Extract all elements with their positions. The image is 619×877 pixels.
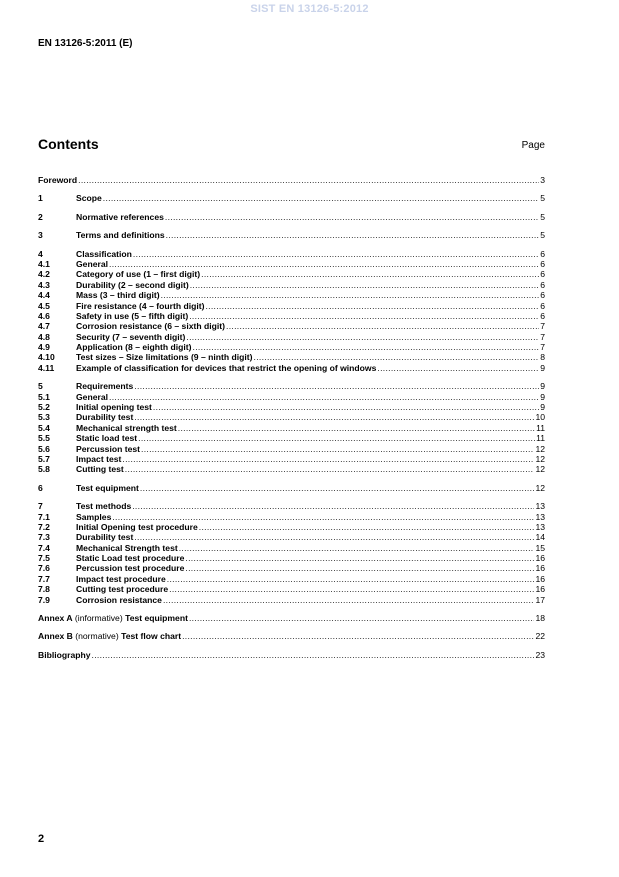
dot-leader (153, 402, 539, 412)
page-column-header: Page (521, 140, 545, 151)
dot-leader (134, 381, 539, 391)
dot-leader (122, 454, 534, 464)
toc-entry-number: 7.1 (38, 511, 50, 522)
toc-entry-page: 9 (540, 391, 545, 402)
toc-entry-title-text: Annex B (38, 631, 73, 642)
toc-entry-title-text: Mechanical Strength test (76, 542, 178, 553)
toc-entry-page: 6 (540, 300, 545, 311)
toc-entry[interactable] (38, 650, 545, 660)
toc-annex-type: (informative) (72, 613, 126, 624)
toc-group (38, 230, 545, 240)
toc-entry[interactable] (38, 613, 545, 623)
toc-entry-title-text: Mass (3 – third digit) (76, 290, 160, 301)
toc-entry-title (76, 543, 178, 553)
toc-entry-page: 9 (540, 402, 545, 413)
dot-leader (377, 363, 539, 373)
toc-entry-title-text: Test sizes – Size limitations (9 – ninth digit) (76, 352, 253, 363)
toc-entry-title-text: Requirements (76, 381, 134, 392)
toc-entry-title (76, 501, 131, 511)
toc-entry-number: 5.6 (38, 443, 50, 454)
toc-entry-title (76, 249, 132, 259)
toc-entry-title (76, 522, 198, 532)
toc-entry[interactable] (38, 332, 545, 342)
toc-entry-title-text: Durability (2 – second digit) (76, 279, 189, 290)
dot-leader (254, 352, 540, 362)
toc-entry-title (76, 259, 108, 269)
toc-entry-title (38, 631, 181, 641)
dot-leader (169, 584, 534, 594)
toc-entry-title-text: Initial opening test (76, 402, 152, 413)
toc-entry-title (76, 454, 121, 464)
toc-annex-type: (normative) (72, 631, 122, 642)
toc-entry-number: 4.8 (38, 331, 50, 342)
toc-entry-title-text: Initial Opening test procedure (76, 521, 198, 532)
toc-entry-page: 10 (535, 412, 545, 423)
toc-entry-number: 7.7 (38, 573, 50, 584)
dot-leader (205, 301, 539, 311)
toc-entry-page: 16 (535, 553, 545, 564)
toc-entry[interactable] (38, 392, 545, 402)
toc-entry-page: 7 (540, 331, 545, 342)
dot-leader (133, 249, 539, 259)
toc-entry-title-text: Application (8 – eighth digit) (76, 342, 192, 353)
toc-entry-number: 4.9 (38, 342, 50, 353)
toc-entry-number: 3 (38, 230, 43, 241)
dot-leader (178, 423, 535, 433)
toc-entry-title-text: General (76, 391, 109, 402)
toc-entry-title (76, 332, 185, 342)
toc-entry[interactable] (38, 543, 545, 553)
toc-entry[interactable] (38, 175, 545, 185)
toc-entry-number: 4.6 (38, 310, 50, 321)
dot-leader (166, 230, 540, 240)
toc-entry-title-text: Terms and definitions (76, 230, 165, 241)
toc-entry[interactable] (38, 564, 545, 574)
toc-entry-page: 8 (540, 352, 545, 363)
toc-entry-number: 4.2 (38, 269, 50, 280)
toc-entry-page: 15 (535, 542, 545, 553)
toc-entry-title (76, 230, 165, 240)
dot-leader (182, 631, 534, 641)
toc-entry-page: 11 (536, 422, 545, 433)
toc-entry-number: 5.7 (38, 453, 50, 464)
toc-entry-number: 7.9 (38, 594, 50, 605)
toc-group (38, 631, 545, 641)
toc-entry-page: 13 (535, 511, 545, 522)
toc-group (38, 193, 545, 203)
dot-leader (190, 280, 540, 290)
toc-entry-number: 4.1 (38, 258, 50, 269)
dot-leader (226, 321, 539, 331)
toc-entry[interactable] (38, 595, 545, 605)
toc-entry-title-text: Static load test (76, 433, 138, 444)
dot-leader (189, 613, 534, 623)
toc-entry[interactable] (38, 483, 545, 493)
toc-entry-number: 4.3 (38, 279, 50, 290)
toc-entry[interactable] (38, 280, 545, 290)
toc-entry-title-text: General (76, 258, 109, 269)
toc-entry-title-text: Annex A (38, 613, 73, 624)
toc-entry[interactable] (38, 342, 545, 352)
toc-entry[interactable] (38, 363, 545, 373)
toc-group (38, 613, 545, 623)
toc-entry[interactable] (38, 290, 545, 300)
toc-entry[interactable] (38, 212, 545, 222)
toc-entry-title-text: Bibliography (38, 649, 91, 660)
toc-entry[interactable] (38, 464, 545, 474)
dot-leader (141, 444, 534, 454)
toc-entry-page: 16 (535, 573, 545, 584)
toc-entry-page: 16 (535, 563, 545, 574)
toc-entry-title (76, 321, 225, 331)
dot-leader (179, 543, 535, 553)
toc-entry-title (76, 584, 168, 594)
toc-entry-page: 14 (535, 532, 545, 543)
toc-entry-number: 4.11 (38, 362, 55, 373)
toc-entry-page: 12 (535, 482, 545, 493)
toc-entry-title (76, 563, 184, 573)
toc-entry-number: 4.10 (38, 352, 55, 363)
document-id: EN 13126-5:2011 (E) (38, 38, 133, 49)
toc-entry[interactable] (38, 193, 545, 203)
toc-entry-number: 7.6 (38, 563, 50, 574)
toc-entry-title (76, 311, 188, 321)
toc-entry-page: 5 (540, 230, 545, 241)
toc-entry-page: 6 (540, 310, 545, 321)
toc-entry-title (76, 553, 184, 563)
toc-entry[interactable] (38, 553, 545, 563)
toc-entry[interactable] (38, 230, 545, 240)
dot-leader (199, 522, 535, 532)
toc-entry-page: 6 (540, 258, 545, 269)
toc-group (38, 175, 545, 185)
toc-entry[interactable] (38, 412, 545, 422)
toc-entry-number: 4.4 (38, 290, 50, 301)
toc-entry-page: 3 (540, 174, 545, 185)
toc-entry-number: 5.4 (38, 422, 50, 433)
watermark: SIST EN 13126-5:2012 (250, 3, 369, 15)
toc-entry-number: 4.5 (38, 300, 50, 311)
toc-entry-title (76, 402, 152, 412)
toc-entry-title-text: Impact test (76, 453, 122, 464)
toc-entry-title (76, 444, 140, 454)
toc-group (38, 501, 545, 605)
dot-leader (163, 595, 534, 605)
toc-entry-title (76, 483, 139, 493)
toc-entry[interactable] (38, 269, 545, 279)
toc-entry-title-text: Normative references (76, 211, 164, 222)
toc-entry-number: 2 (38, 211, 43, 222)
toc-entry[interactable] (38, 249, 545, 259)
toc-entry-title (76, 433, 137, 443)
toc-entry-page: 23 (535, 649, 545, 660)
toc-entry-number: 5 (38, 381, 43, 392)
toc-entry-title-text: Static Load test procedure (76, 553, 185, 564)
toc-entry-page: 6 (540, 248, 545, 259)
toc-entry-title-text: Fire resistance (4 – fourth digit) (76, 300, 205, 311)
toc-entry-page: 12 (535, 453, 545, 464)
toc-entry-title (38, 650, 91, 660)
toc-entry-page: 13 (535, 501, 545, 512)
toc-entry-title-text: Foreword (38, 174, 78, 185)
toc-entry-number: 7.3 (38, 532, 50, 543)
toc-entry[interactable] (38, 321, 545, 331)
toc-entry-number: 5.8 (38, 464, 50, 475)
toc-entry-title-text: Samples (76, 511, 112, 522)
toc-entry-number: 7.5 (38, 553, 50, 564)
toc-entry-number: 6 (38, 482, 43, 493)
toc-entry-page: 7 (540, 321, 545, 332)
dot-leader (112, 512, 534, 522)
toc-entry-number: 4.7 (38, 321, 50, 332)
toc-entry-title-text: Scope (76, 193, 102, 204)
toc-entry-number: 7.8 (38, 584, 50, 595)
toc-entry-title-text: Durability test (76, 412, 134, 423)
toc-entry-title-text: Percussion test (76, 443, 140, 454)
toc-group (38, 483, 545, 493)
toc-entry[interactable] (38, 522, 545, 532)
toc-group (38, 249, 545, 374)
toc-entry-page: 6 (540, 290, 545, 301)
contents-title: Contents (38, 136, 99, 152)
toc-entry[interactable] (38, 433, 545, 443)
toc-entry-title (76, 512, 111, 522)
toc-group (38, 381, 545, 475)
toc-entry-title (76, 464, 124, 474)
toc-entry-page: 7 (540, 342, 545, 353)
toc-entry-title-text: Cutting test procedure (76, 584, 169, 595)
toc-entry[interactable] (38, 501, 545, 511)
toc-entry-page: 6 (540, 279, 545, 290)
dot-leader (189, 311, 539, 321)
dot-leader (92, 650, 535, 660)
toc-entry[interactable] (38, 454, 545, 464)
toc-group (38, 650, 545, 660)
dot-leader (103, 193, 539, 203)
dot-leader (134, 532, 534, 542)
toc-entry-title-text: Category of use (1 – first digit) (76, 269, 201, 280)
toc-entry-title (76, 193, 102, 203)
toc-entry-title-text: Corrosion resistance (76, 594, 162, 605)
toc-entry[interactable] (38, 352, 545, 362)
toc-entry[interactable] (38, 574, 545, 584)
toc-entry-title-text: Test equipment (76, 482, 139, 493)
dot-leader (109, 259, 539, 269)
toc-group (38, 212, 545, 222)
toc-entry[interactable] (38, 512, 545, 522)
toc-entry-title (76, 595, 162, 605)
toc-entry-page: 12 (535, 443, 545, 454)
dot-leader (78, 175, 539, 185)
toc-entry[interactable] (38, 381, 545, 391)
toc-entry-title-text: Test methods (76, 501, 132, 512)
toc-entry-title-text: Classification (76, 248, 132, 259)
toc-entry-number: 5.1 (38, 391, 50, 402)
toc-entry-title (76, 301, 204, 311)
table-of-contents (38, 175, 545, 668)
dot-leader (193, 342, 540, 352)
toc-entry-number: 5.3 (38, 412, 50, 423)
dot-leader (138, 433, 535, 443)
page-number: 2 (38, 833, 45, 845)
toc-entry-title (76, 532, 133, 542)
toc-entry-page: 9 (540, 362, 545, 373)
toc-entry-title-text: Mechanical strength test (76, 422, 177, 433)
dot-leader (132, 501, 534, 511)
dot-leader (161, 290, 540, 300)
toc-entry-title (76, 423, 177, 433)
toc-entry-page: 11 (536, 433, 545, 444)
toc-entry-page: 5 (540, 211, 545, 222)
toc-entry[interactable] (38, 631, 545, 641)
toc-entry-page: 18 (535, 613, 545, 624)
toc-entry-title-text: Percussion test procedure (76, 563, 185, 574)
toc-entry-page: 22 (535, 631, 545, 642)
toc-entry-title (76, 392, 108, 402)
toc-entry-page: 9 (540, 381, 545, 392)
toc-entry-page: 5 (540, 193, 545, 204)
toc-entry-number: 5.2 (38, 402, 50, 413)
dot-leader (185, 564, 534, 574)
toc-annex-title: Test equipment (125, 613, 188, 624)
dot-leader (125, 464, 535, 474)
toc-entry[interactable] (38, 584, 545, 594)
dot-leader (165, 212, 539, 222)
toc-entry-title (38, 613, 188, 623)
toc-entry[interactable] (38, 311, 545, 321)
toc-entry-number: 5.5 (38, 433, 50, 444)
toc-entry[interactable] (38, 259, 545, 269)
dot-leader (186, 332, 539, 342)
dot-leader (109, 392, 539, 402)
toc-entry-title-text: Corrosion resistance (6 – sixth digit) (76, 321, 225, 332)
toc-entry-page: 17 (535, 594, 545, 605)
toc-entry-number: 4 (38, 248, 43, 259)
toc-entry-title-text: Durability test (76, 532, 134, 543)
toc-entry-number: 7.4 (38, 542, 50, 553)
toc-entry-title (76, 280, 189, 290)
toc-entry-page: 12 (535, 464, 545, 475)
toc-entry-title (76, 290, 160, 300)
toc-annex-title: Test flow chart (121, 631, 182, 642)
toc-entry[interactable] (38, 301, 545, 311)
toc-entry[interactable] (38, 423, 545, 433)
toc-entry-title (76, 381, 133, 391)
dot-leader (140, 483, 535, 493)
dot-leader (134, 412, 534, 422)
toc-entry[interactable] (38, 532, 545, 542)
dot-leader (185, 553, 534, 563)
toc-entry-title (38, 175, 77, 185)
toc-entry-title (76, 574, 166, 584)
toc-entry-page: 6 (540, 269, 545, 280)
toc-entry-title (76, 212, 164, 222)
toc-entry-number: 7.2 (38, 521, 50, 532)
toc-entry-page: 16 (535, 584, 545, 595)
toc-entry-title-text: Cutting test (76, 464, 124, 475)
toc-entry-number: 7 (38, 501, 43, 512)
toc-entry-page: 13 (535, 521, 545, 532)
toc-entry-title (76, 363, 376, 373)
toc-entry[interactable] (38, 402, 545, 412)
dot-leader (201, 269, 539, 279)
toc-entry-title (76, 342, 192, 352)
toc-entry-title-text: Example of classification for devices that restrict the opening of windows (76, 362, 377, 373)
toc-entry-title (76, 352, 253, 362)
toc-entry-title-text: Safety in use (5 – fifth digit) (76, 310, 189, 321)
toc-entry[interactable] (38, 444, 545, 454)
toc-entry-number: 1 (38, 193, 43, 204)
toc-entry-title-text: Security (7 – seventh digit) (76, 331, 186, 342)
dot-leader (167, 574, 535, 584)
toc-entry-title (76, 412, 133, 422)
toc-entry-title-text: Impact test procedure (76, 573, 166, 584)
toc-entry-title (76, 269, 200, 279)
